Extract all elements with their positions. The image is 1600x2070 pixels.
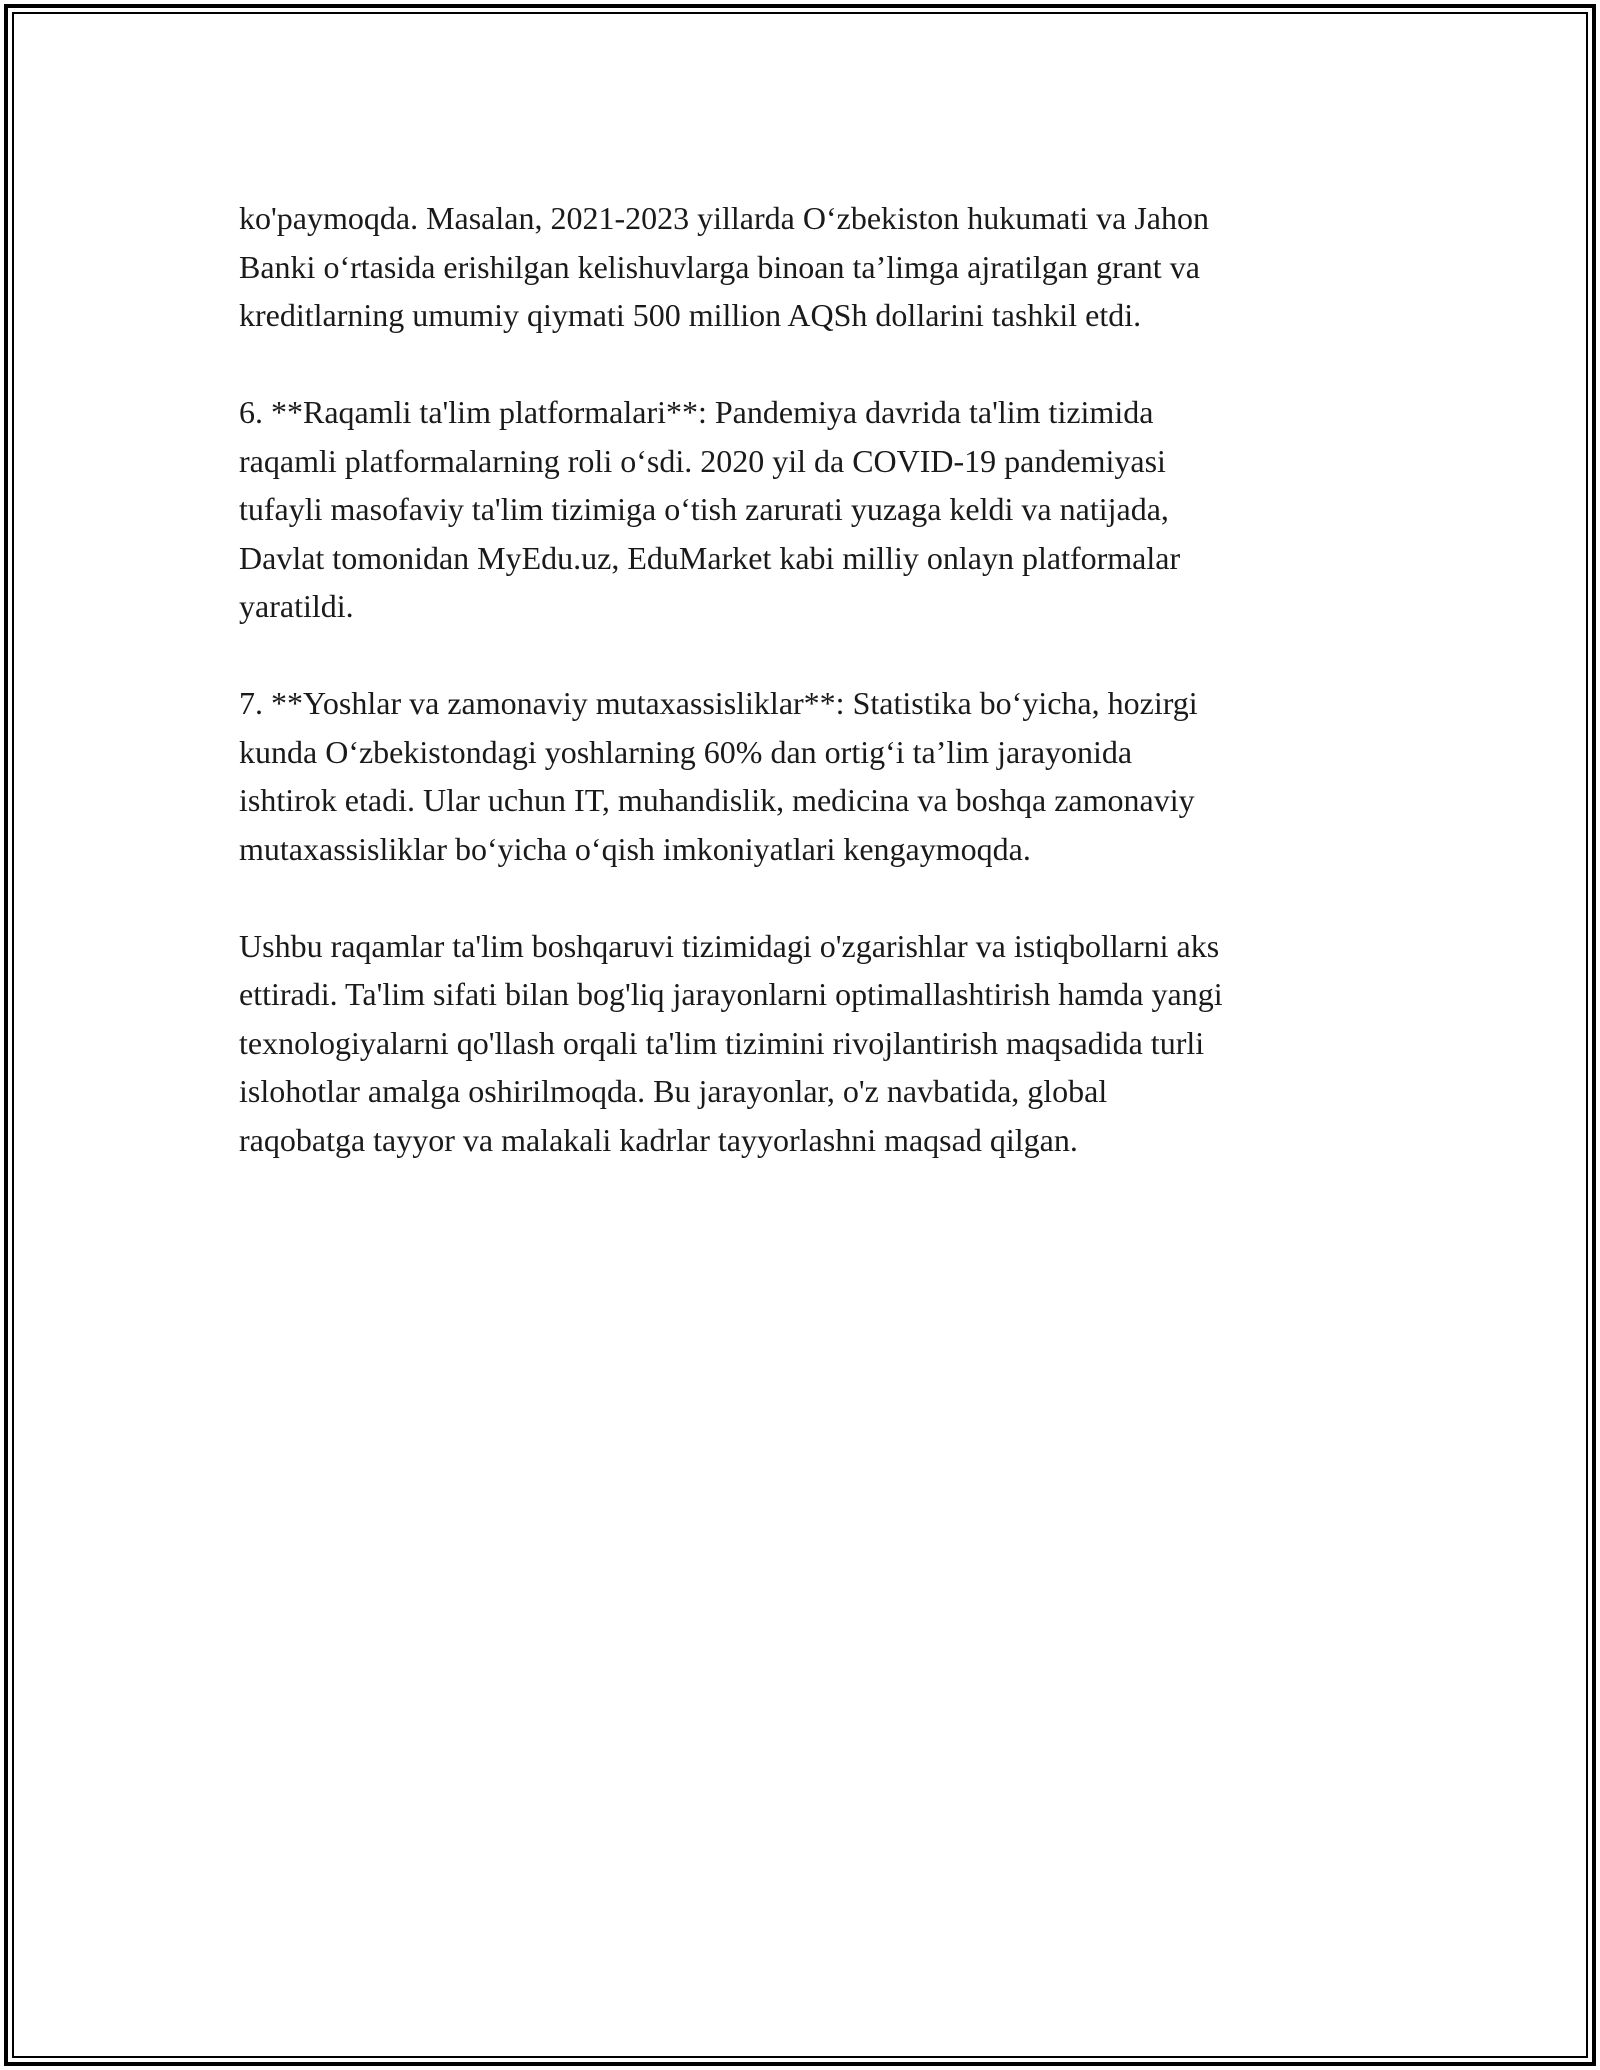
paragraph-funding: ko'paymoqda. Masalan, 2021-2023 yillarda O‘zbekiston hukumati va Jahon Banki o‘rtasida erishilgan kelishuvlarga binoan ta’limga ajratilgan grant va kreditlarning umumiy qiymati 500 million AQSh dollarini tashkil etdi.	[239, 200, 1209, 333]
page-border-inner	[12, 12, 1588, 2058]
document-body	[239, 194, 1399, 1213]
page-border	[4, 4, 1596, 2066]
paragraph-conclusion: Ushbu raqamlar ta'lim boshqaruvi tizimidagi o'zgarishlar va istiqbollarni aks ettiradi. Ta'lim sifati bilan bog'liq jarayonlarni optimallashtirish hamda yangi texnologiyalarni qo'llash orqali ta'lim tizimini rivojlantirish maqsadida turli islohotlar amalga oshirilmoqda. Bu jarayonlar, o'z navbatida, global raqobatga tayyor va malakali kadrlar tayyorlashni maqsad qilgan.	[239, 927, 1223, 1158]
paragraph-digital-platforms: 6. **Raqamli ta'lim platformalari**: Pandemiya davrida ta'lim tizimida raqamli platformalarning roli o‘sdi. 2020 yil da COVID-19 pandemiyasi tufayli masofaviy ta'lim tizimiga o‘tish zarurati yuzaga keldi va natijada, Davlat tomonidan MyEdu.uz, EduMarket kabi milliy onlayn platformalar yaratildi.	[239, 394, 1181, 624]
paragraph-youth-specialties: 7. **Yoshlar va zamonaviy mutaxassisliklar**: Statistika bo‘yicha, hozirgi kunda O‘zbekistondagi yoshlarning 60% dan ortig‘i ta’lim jarayonida ishtirok etadi. Ular uchun IT, muhandislik, medicina va boshqa zamonaviy mutaxassisliklar bo‘yicha o‘qish imkoniyatlari kengaymoqda.	[239, 685, 1198, 867]
